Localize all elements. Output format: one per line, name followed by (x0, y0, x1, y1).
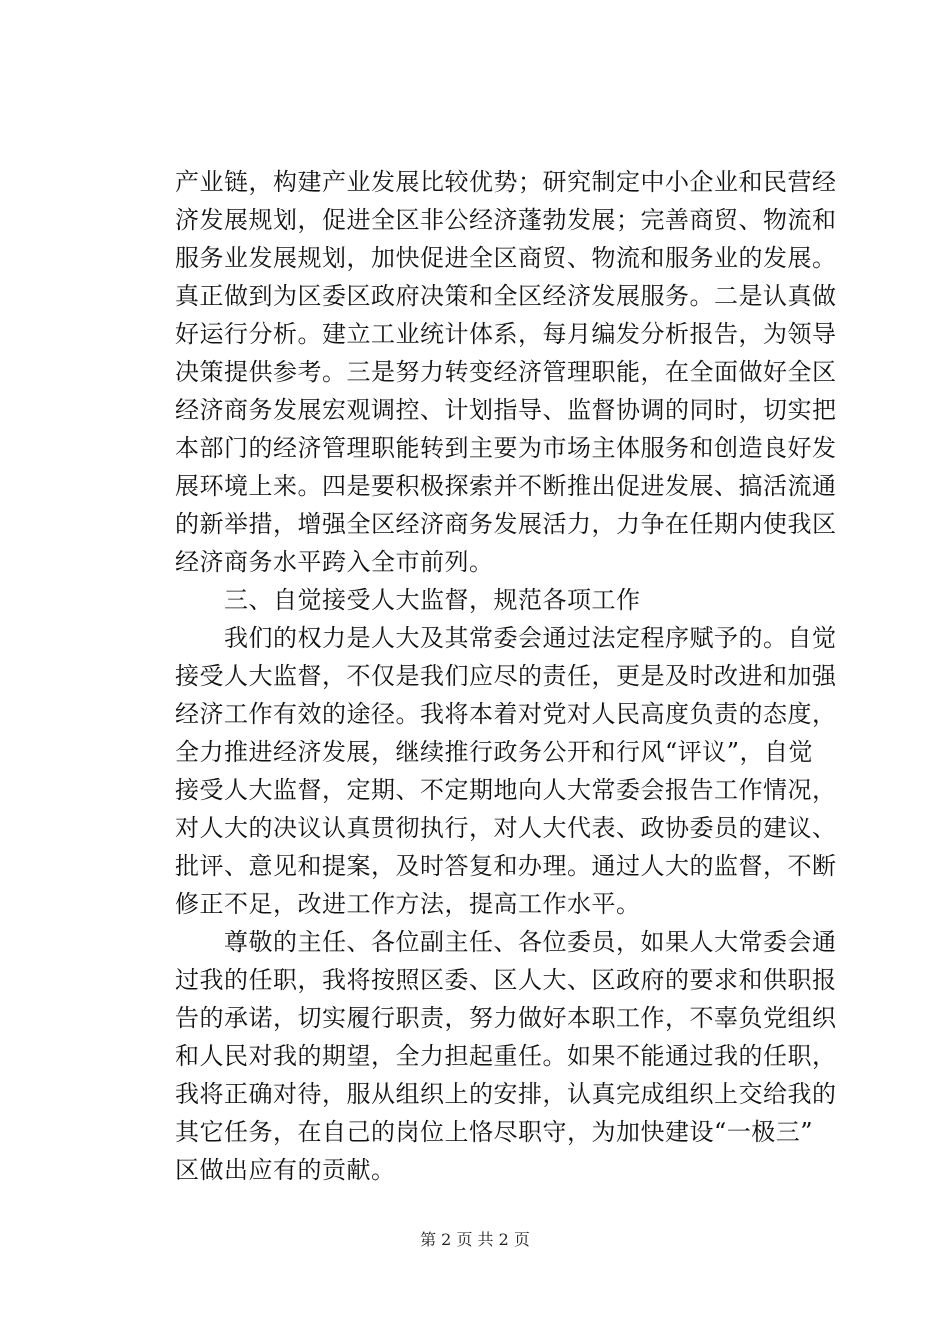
text-line: 展环境上来。四是要积极探索并不断推出促进发展、搞活流通 (175, 472, 837, 500)
text-line: 对人大的决议认真贯彻执行，对人大代表、政协委员的建议、 (175, 814, 837, 842)
text-line: 告的承诺，切实履行职责，努力做好本职工作，不辜负党组织 (175, 1004, 837, 1032)
text-line: 本部门的经济管理职能转到主要为市场主体服务和创造良好发 (175, 434, 837, 462)
document-body (175, 163, 837, 1189)
text-line: 经济商务发展宏观调控、计划指导、监督协调的同时，切实把 (175, 396, 837, 424)
text-line: 决策提供参考。三是努力转变经济管理职能，在全面做好全区 (175, 358, 837, 386)
text-line: 尊敬的主任、各位副主任、各位委员，如果人大常委会通 (175, 928, 837, 956)
text-line: 产业链，构建产业发展比较优势；研究制定中小企业和民营经 (175, 168, 837, 196)
text-line: 服务业发展规划，加快促进全区商贸、物流和服务业的发展。 (175, 244, 837, 272)
text-line: 我们的权力是人大及其常委会通过法定程序赋予的。自觉 (175, 624, 837, 652)
text-line: 和人民对我的期望，全力担起重任。如果不能通过我的任职， (175, 1042, 837, 1070)
text-line: 济发展规划，促进全区非公经济蓬勃发展；完善商贸、物流和 (175, 206, 837, 234)
text-line: 我将正确对待，服从组织上的安排，认真完成组织上交给我的 (175, 1080, 837, 1108)
page-number-footer: 第 2 页 共 2 页 (420, 1230, 530, 1249)
text-line: 其它任务，在自己的岗位上恪尽职守，为加快建设“一极三” (175, 1118, 814, 1146)
text-line: 全力推进经济发展，继续推行政务公开和行风“评议”，自觉 (175, 738, 814, 766)
text-line: 好运行分析。建立工业统计体系，每月编发分析报告，为领导 (175, 320, 837, 348)
text-line: 区做出应有的贡献。 (175, 1156, 396, 1184)
text-line: 的新举措，增强全区经济商务发展活力，力争在任期内使我区 (175, 510, 837, 538)
section-heading: 三、自觉接受人大监督，规范各项工作 (175, 586, 641, 614)
text-line: 接受人大监督，不仅是我们应尽的责任，更是及时改进和加强 (175, 662, 837, 690)
text-line: 经济工作有效的途径。我将本着对党对人民高度负责的态度， (175, 700, 837, 728)
text-line: 修正不足，改进工作方法，提高工作水平。 (175, 890, 641, 918)
text-line: 真正做到为区委区政府决策和全区经济发展服务。二是认真做 (175, 282, 837, 310)
text-line: 批评、意见和提案，及时答复和办理。通过人大的监督，不断 (175, 852, 837, 880)
text-line: 经济商务水平跨入全市前列。 (175, 548, 494, 576)
text-line: 接受人大监督，定期、不定期地向人大常委会报告工作情况， (175, 776, 837, 804)
text-line: 过我的任职，我将按照区委、区人大、区政府的要求和供职报 (175, 966, 837, 994)
